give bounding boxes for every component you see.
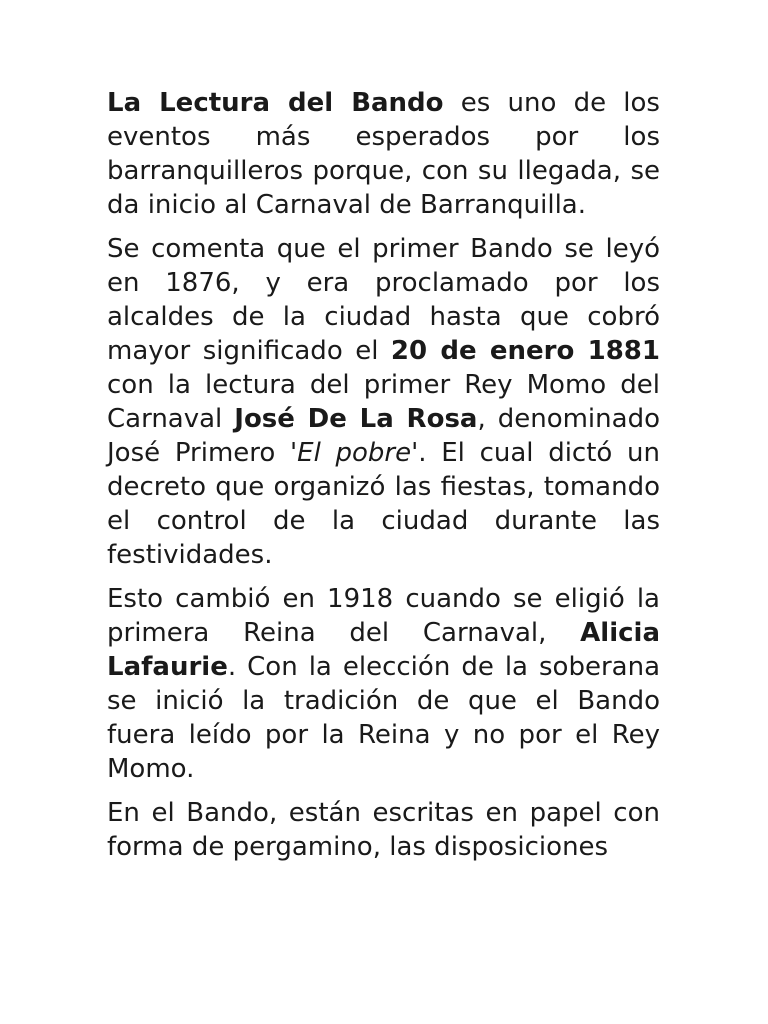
bold-queen-name: Alicia Lafaurie — [107, 618, 660, 682]
document-body — [107, 86, 660, 874]
paragraph-text: . Con la elección de la soberana se inició la tradición de que el Bando fuera leído por la Reina y no por el Rey Momo. — [107, 652, 660, 784]
paragraph-text: Esto cambió en 1918 cuando se eligió la primera Reina del Carnaval, — [107, 584, 660, 648]
paragraph-text: es uno de los eventos más esperados por los barranquilleros porque, con su llegada, se da inicio al Carnaval de Barranquilla. — [107, 88, 660, 220]
paragraph-text: En el Bando, están escritas en papel con forma de pergamino, las disposiciones — [107, 798, 660, 862]
paragraph-1 — [107, 86, 660, 222]
paragraph-3 — [107, 582, 660, 786]
paragraph-2 — [107, 232, 660, 572]
paragraph-text: Se comenta que el primer Bando se leyó en 1876, y era proclamado por los alcaldes de la ciudad hasta que cobró mayor significado el — [107, 234, 660, 366]
bold-date: 20 de enero 1881 — [390, 336, 660, 366]
paragraph-text: '. El cual dictó un decreto que organizó las fiestas, tomando el control de la ciudad durante las festividades. — [107, 438, 660, 570]
paragraph-text: , denominado José Primero ' — [107, 404, 660, 468]
paragraph-4 — [107, 796, 660, 864]
bold-name: José De La Rosa — [234, 404, 478, 434]
italic-nickname: El pobre — [297, 438, 412, 468]
bold-title-phrase: La Lectura del Bando — [107, 88, 444, 118]
paragraph-text: con la lectura del primer Rey Momo del Carnaval — [107, 370, 660, 434]
